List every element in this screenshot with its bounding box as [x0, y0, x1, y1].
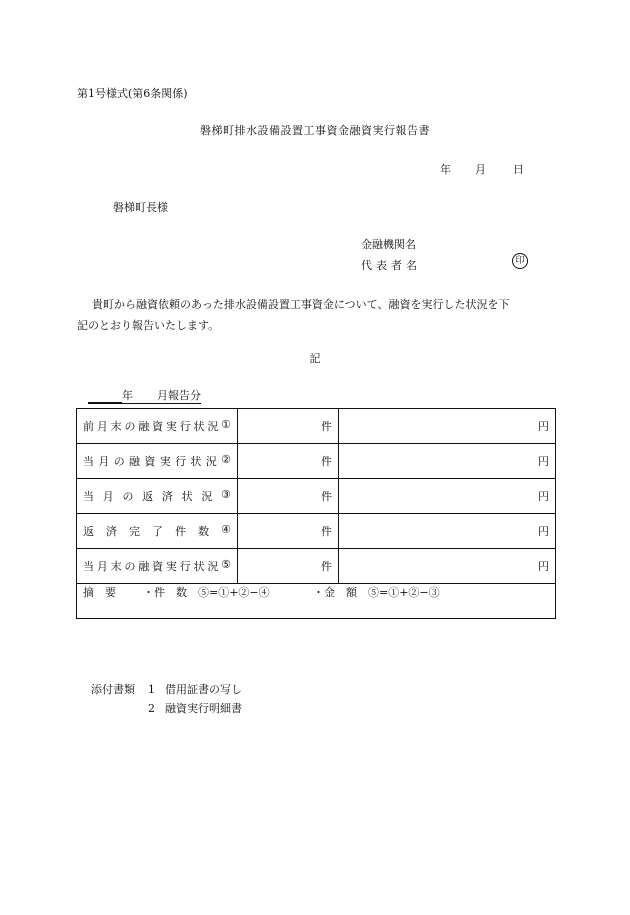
amount-cell: 円 [339, 549, 556, 584]
summary-row [77, 584, 556, 619]
table-row [77, 409, 556, 444]
attachment-number: 2 [148, 702, 155, 715]
body-text-line-2: 記のとおり報告いたします。 [77, 319, 220, 332]
row-label: 当 月 の 返 済 状 況 ③ [83, 488, 231, 503]
body-text-line-1: 貴町から融資依頼のあった排水設備設置工事資金について、融資を実行した状況を下 [92, 298, 510, 311]
amount-cell: 円 [339, 444, 556, 479]
row-label-cell [77, 549, 238, 584]
summary-label: 摘 要 [83, 586, 116, 599]
amount-cell: 円 [339, 514, 556, 549]
row-label-cell [77, 409, 238, 444]
row-label-cell [77, 444, 238, 479]
amount-cell: 円 [339, 409, 556, 444]
seal-mark: 印 [512, 253, 528, 269]
row-label: 返 済 完 了 件 数 ④ [83, 523, 231, 538]
count-cell: 件 [238, 549, 339, 584]
addressee: 磐梯町長様 [113, 201, 168, 214]
period-year-blank [88, 391, 122, 403]
attachment-line-1 [91, 681, 242, 697]
row-label-cell [77, 479, 238, 514]
summary-amount-formula: ・金 額 ⑤=①+②−③ [313, 586, 440, 599]
representative-label: 代表者名 [361, 259, 421, 272]
report-period-underlined [88, 389, 201, 404]
summary-count-formula: ・件 数 ⑤=①+②−④ [143, 586, 270, 599]
form-number: 第1号様式(第6条関係) [77, 87, 188, 100]
attachment-number: 1 [148, 683, 155, 696]
table-row [77, 479, 556, 514]
date-day: 日 [513, 163, 524, 176]
document-title: 磐梯町排水設備設置工事資金融資実行報告書 [200, 124, 430, 137]
summary-line [83, 584, 549, 600]
count-cell: 件 [238, 444, 339, 479]
attachments-label: 添付書類 [91, 683, 135, 696]
period-month: 月報告分 [157, 389, 201, 402]
row-label: 前 月 末 の 融 資 実 行 状 況 ① [83, 418, 231, 433]
report-period [88, 387, 201, 403]
ki-heading: 記 [309, 352, 321, 365]
table-row [77, 549, 556, 584]
date-month: 月 [475, 163, 486, 176]
report-table [76, 408, 556, 619]
attachment-text: 借用証書の写し [165, 683, 242, 696]
count-cell: 件 [238, 514, 339, 549]
date-year: 年 [440, 163, 451, 176]
attachment-text: 融資実行明細書 [165, 702, 242, 715]
row-label-cell [77, 514, 238, 549]
row-label: 当 月 の 融 資 実 行 状 況 ② [83, 453, 231, 468]
table-row [77, 514, 556, 549]
period-year: 年 [122, 389, 133, 402]
table-row [77, 444, 556, 479]
count-cell: 件 [238, 479, 339, 514]
bank-name-label: 金融機関名 [361, 238, 416, 251]
attachment-line-2 [148, 700, 242, 716]
summary-cell [77, 584, 556, 619]
count-cell: 件 [238, 409, 339, 444]
amount-cell: 円 [339, 479, 556, 514]
row-label: 当 月 末 の 融 資 実 行 状 況 ⑤ [83, 558, 231, 573]
date-line [440, 161, 524, 177]
